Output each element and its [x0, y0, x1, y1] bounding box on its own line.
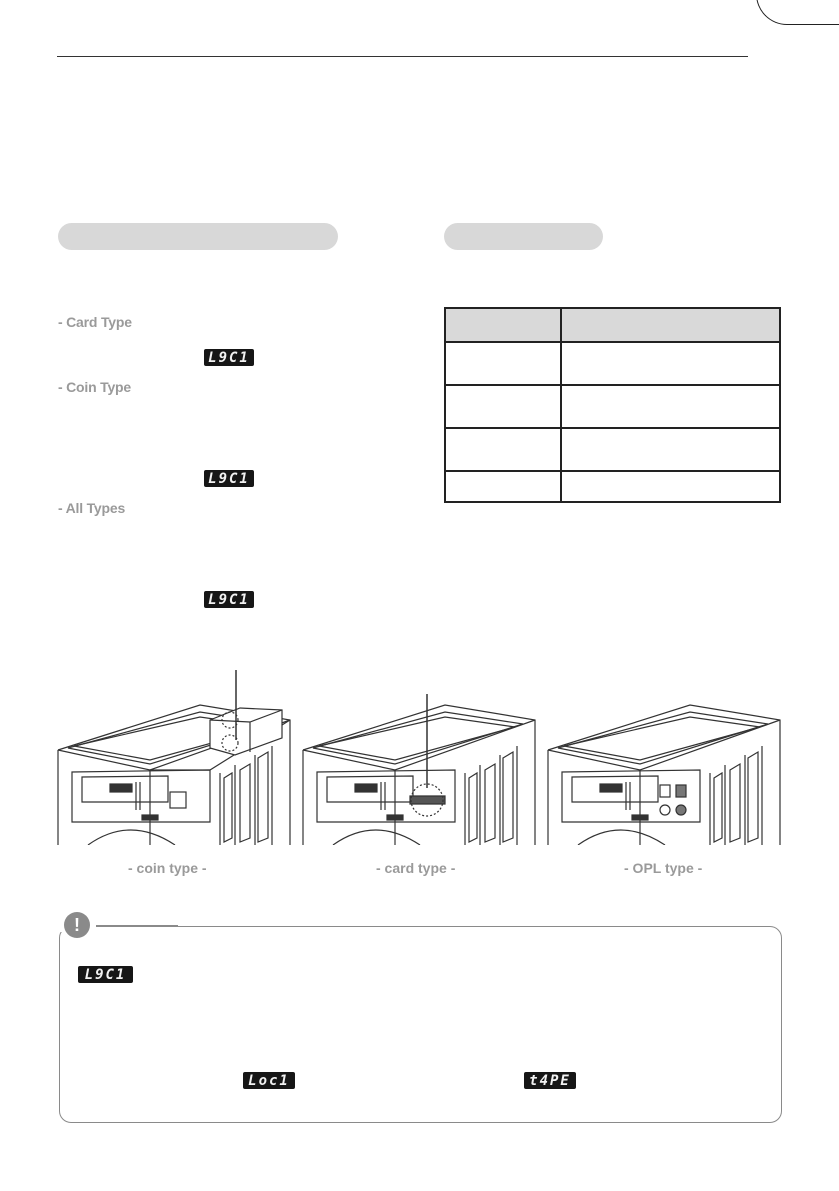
- table-row: [445, 428, 780, 471]
- coin-type-label: - Coin Type: [58, 379, 131, 395]
- note-rule: [96, 925, 178, 927]
- opl-type-machine: [548, 705, 780, 845]
- caption-opl-type: - OPL type -: [624, 860, 703, 876]
- note-display-type: t4PE: [524, 1072, 576, 1089]
- caption-coin-type: - coin type -: [128, 860, 207, 876]
- card-type-label: - Card Type: [58, 314, 132, 330]
- note-display-l9c1: L9C1: [78, 966, 133, 983]
- section-heading-right: [444, 223, 603, 250]
- note-display-loc1: Loc1: [243, 1072, 295, 1089]
- table-header-row: [445, 308, 780, 342]
- table-row: [445, 471, 780, 502]
- coin-type-machine: [58, 670, 290, 845]
- table-row: [445, 385, 780, 428]
- table-row: [445, 342, 780, 385]
- caution-icon: !: [64, 912, 90, 938]
- card-type-display: L9C1: [204, 349, 254, 366]
- cut-mark: [756, 0, 839, 25]
- all-types-label: - All Types: [58, 500, 126, 516]
- note-box: [59, 926, 782, 1123]
- all-types-display: L9C1: [204, 591, 254, 608]
- caption-card-type: - card type -: [376, 860, 456, 876]
- card-type-machine: [303, 694, 535, 845]
- spec-table: [444, 307, 781, 503]
- section-heading-left: [58, 223, 338, 250]
- header-rule: [57, 56, 748, 57]
- washer-illustrations: [50, 660, 790, 845]
- coin-type-display: L9C1: [204, 470, 254, 487]
